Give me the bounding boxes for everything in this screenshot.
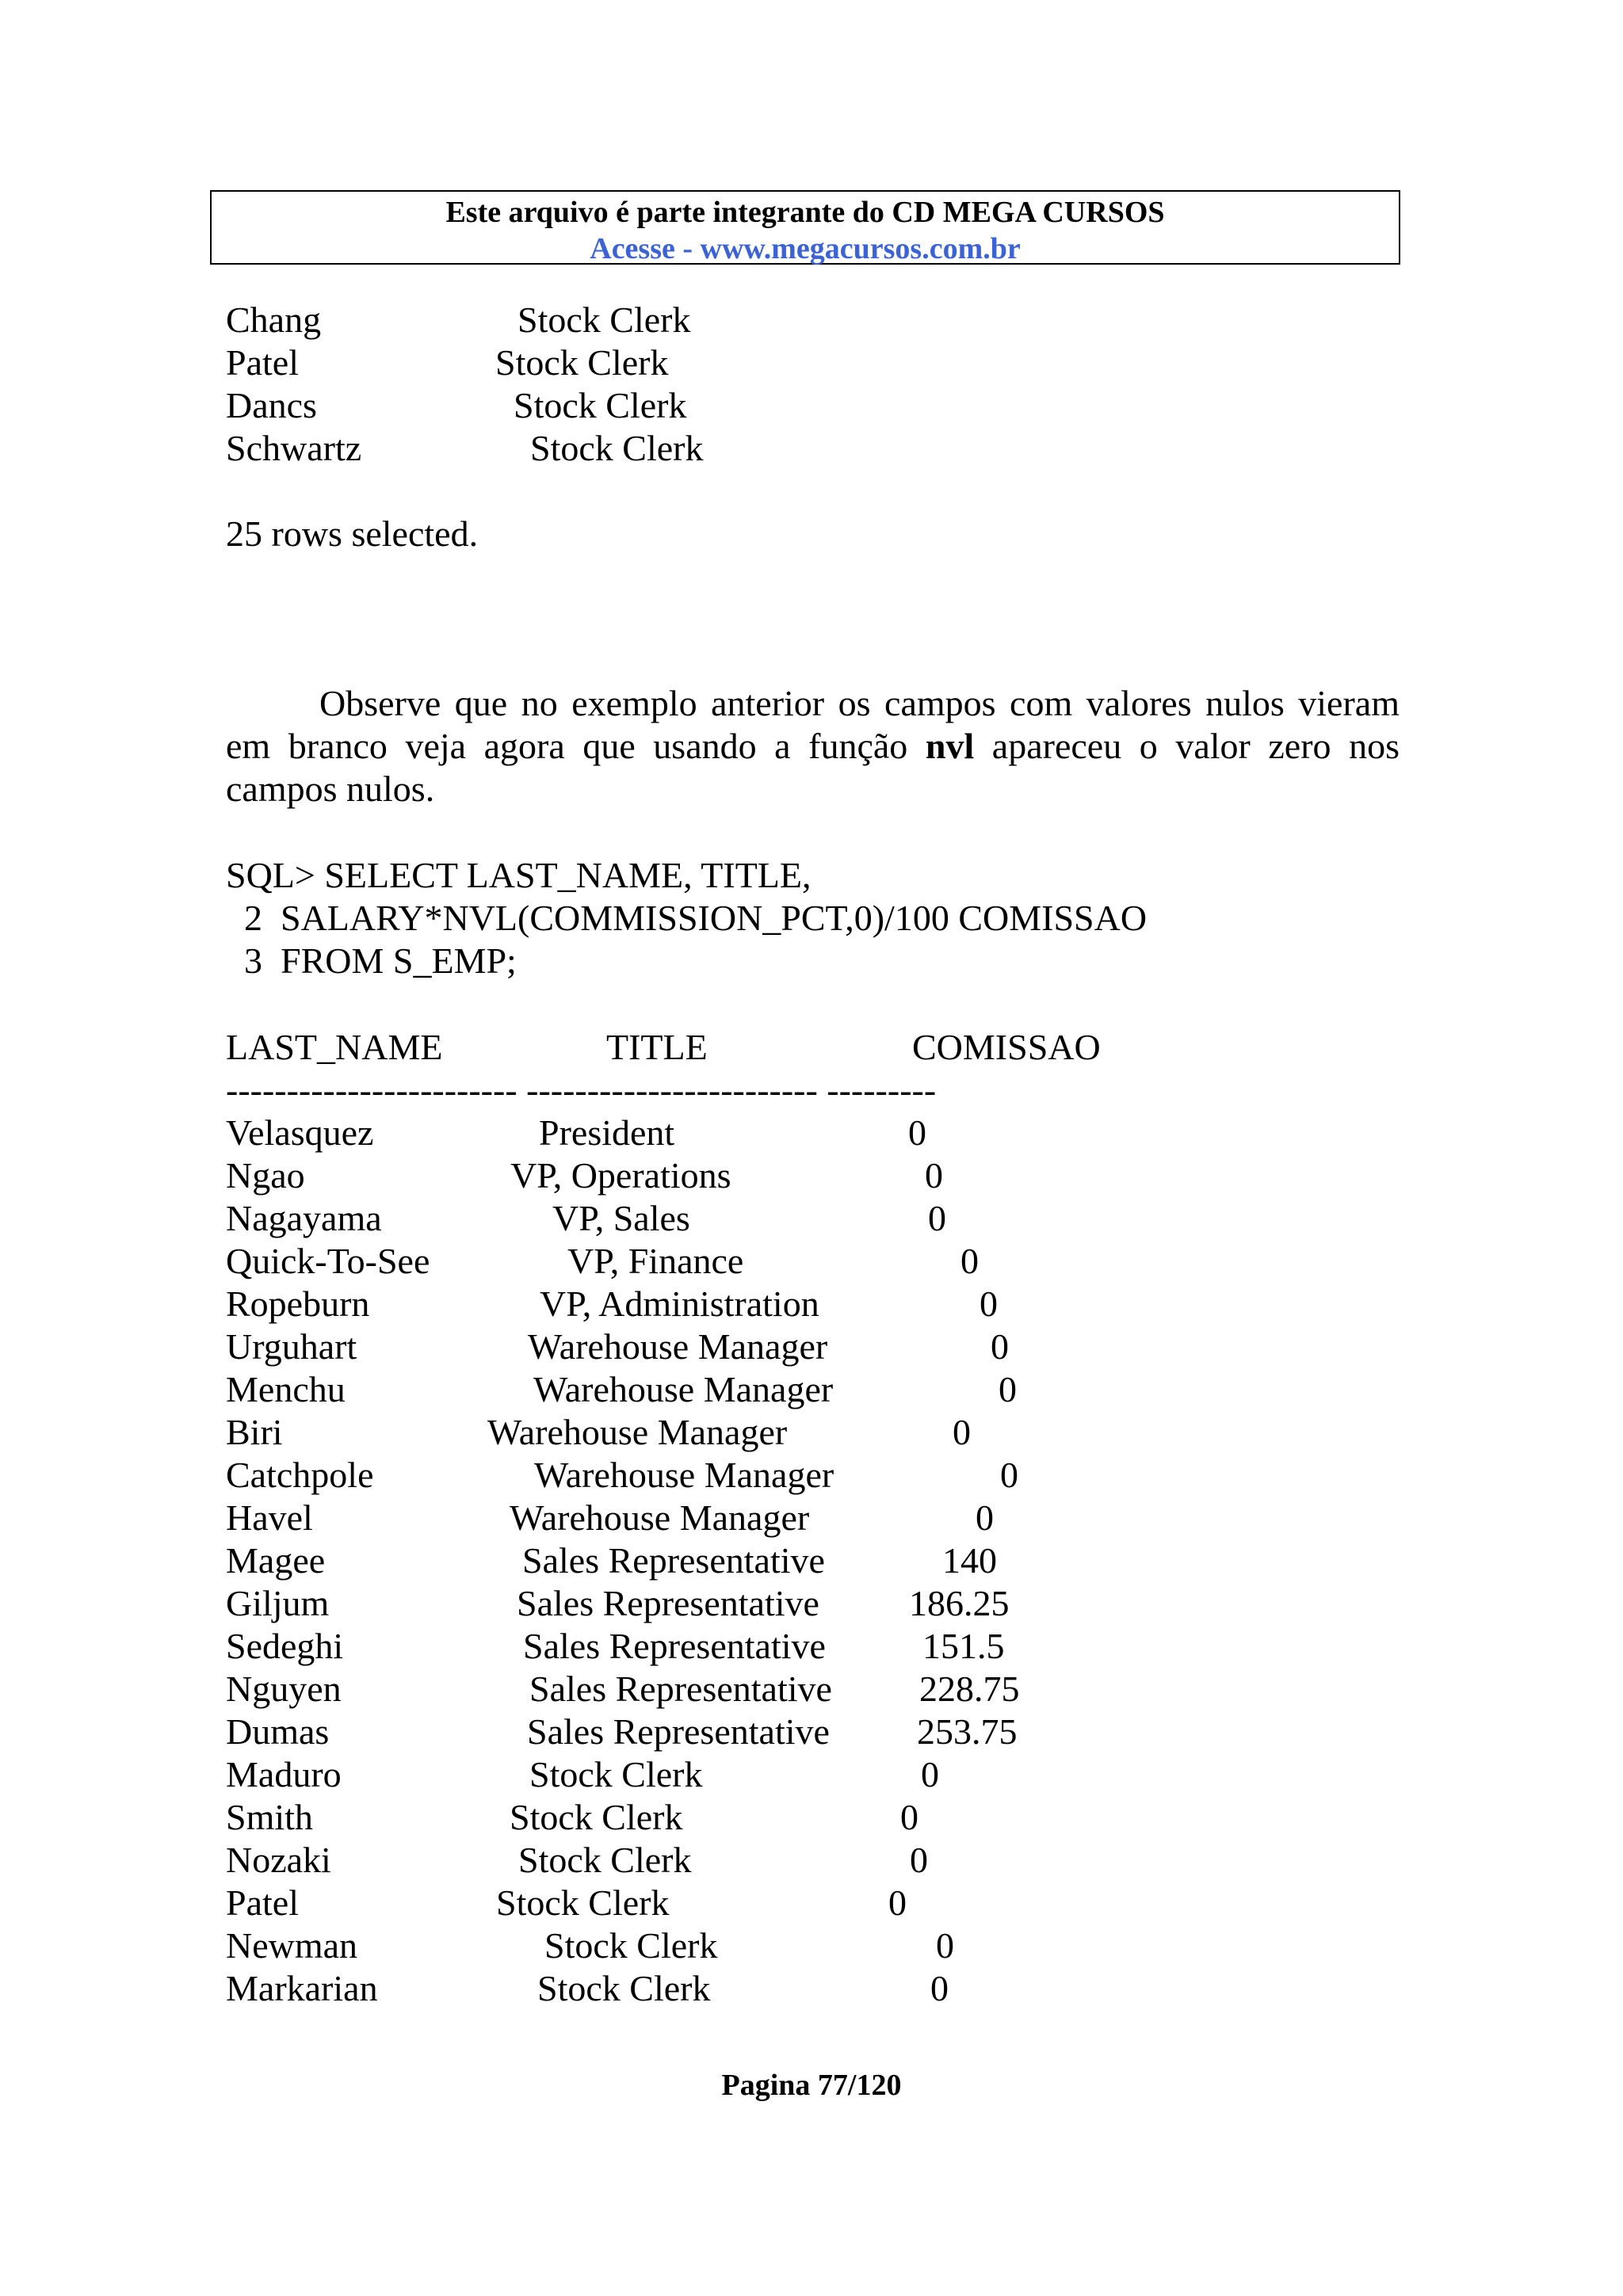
result-name: Ropeburn	[226, 1283, 370, 1324]
prev-row-name: Patel	[226, 342, 299, 383]
result-commission: 0	[980, 1283, 998, 1324]
result-commission: 0	[888, 1882, 907, 1923]
prev-row	[226, 341, 1415, 384]
result-title: Warehouse Manager	[510, 1497, 810, 1538]
result-row	[226, 1411, 1415, 1454]
result-commission: 253.75	[917, 1711, 1018, 1752]
rows-selected-text: 25 rows selected.	[226, 513, 479, 554]
header-banner	[210, 190, 1400, 265]
result-title: Warehouse Manager	[534, 1455, 834, 1495]
result-row	[226, 1368, 1415, 1411]
result-name: Nguyen	[226, 1669, 342, 1709]
result-row	[226, 1197, 1415, 1240]
paragraph-text-after: apareceu o valor zero nos campos nulos.	[226, 726, 1400, 809]
sql-line: 2 SALARY*NVL(COMMISSION_PCT,0)/100 COMISSAO	[226, 898, 1148, 938]
banner-link[interactable]: Acesse - www.megacursos.com.br	[590, 232, 1021, 265]
column-header-last-name: LAST_NAME	[226, 1027, 443, 1067]
result-title: Sales Representative	[523, 1626, 826, 1666]
result-name: Ngao	[226, 1155, 305, 1196]
result-name: Markarian	[226, 1968, 378, 2008]
result-header	[226, 1026, 1415, 1069]
prev-row-title: Stock Clerk	[530, 428, 704, 468]
result-commission: 186.25	[909, 1583, 1010, 1623]
column-header-title: TITLE	[606, 1027, 708, 1067]
result-row	[226, 1325, 1415, 1368]
result-name: Magee	[226, 1540, 326, 1581]
result-row	[226, 1924, 1415, 1967]
result-title: Stock Clerk	[529, 1754, 703, 1794]
result-commission: 0	[976, 1497, 994, 1538]
prev-row-name: Chang	[226, 299, 322, 340]
prev-row-title: Stock Clerk	[517, 299, 691, 340]
result-title: Sales Representative	[522, 1540, 825, 1581]
result-commission: 0	[930, 1968, 949, 2008]
result-title: Stock Clerk	[496, 1882, 670, 1923]
result-name: Smith	[226, 1797, 313, 1837]
result-commission: 0	[900, 1797, 918, 1837]
result-row	[226, 1967, 1415, 2010]
result-commission: 0	[908, 1112, 926, 1153]
result-title: Stock Clerk	[510, 1797, 683, 1837]
nvl-keyword: nvl	[925, 726, 975, 766]
result-row	[226, 1582, 1415, 1625]
result-row	[226, 1668, 1415, 1711]
prev-row	[226, 384, 1415, 427]
result-commission: 0	[991, 1326, 1009, 1367]
result-row	[226, 1882, 1415, 1924]
result-title: Warehouse Manager	[528, 1326, 828, 1367]
prev-row-title: Stock Clerk	[495, 342, 669, 383]
result-row	[226, 1796, 1415, 1839]
result-name: Newman	[226, 1925, 358, 1966]
result-commission: 0	[953, 1412, 971, 1452]
result-name: Patel	[226, 1882, 299, 1923]
result-title: Stock Clerk	[518, 1840, 692, 1880]
result-name: Quick-To-See	[226, 1241, 430, 1281]
result-title: Sales Representative	[517, 1583, 819, 1623]
result-commission: 140	[942, 1540, 997, 1581]
result-commission: 0	[928, 1198, 946, 1238]
result-row	[226, 1283, 1415, 1325]
result-name: Havel	[226, 1497, 313, 1538]
result-commission: 0	[999, 1369, 1017, 1409]
result-row	[226, 1112, 1415, 1154]
result-name: Giljum	[226, 1583, 330, 1623]
result-row	[226, 1154, 1415, 1197]
result-name: Urguhart	[226, 1326, 357, 1367]
explanation-paragraph	[226, 682, 1400, 810]
result-title: Warehouse Manager	[533, 1369, 834, 1409]
result-separator	[226, 1069, 1415, 1112]
result-title: VP, Finance	[567, 1241, 744, 1281]
separator-line: ------------------------ ------------------------ ---------	[226, 1070, 937, 1110]
result-title: Warehouse Manager	[487, 1412, 788, 1452]
sql-line: 3 FROM S_EMP;	[226, 940, 517, 981]
result-row	[226, 1497, 1415, 1539]
result-title: Stock Clerk	[537, 1968, 711, 2008]
result-commission: 0	[960, 1241, 979, 1281]
result-row	[226, 1454, 1415, 1497]
result-name: Catchpole	[226, 1455, 374, 1495]
result-name: Maduro	[226, 1754, 342, 1794]
result-title: Sales Representative	[529, 1669, 832, 1709]
result-commission: 0	[925, 1155, 943, 1196]
result-row	[226, 1240, 1415, 1283]
result-commission: 0	[921, 1754, 939, 1794]
result-row	[226, 1753, 1415, 1796]
result-commission: 0	[936, 1925, 954, 1966]
paragraph-text-before: Observe que no exemplo anterior os campos com valores nulos vieram em branco veja agora que usando a função	[226, 683, 1400, 766]
page-number: Pagina 77/120	[721, 2069, 902, 2102]
result-row	[226, 1839, 1415, 1882]
result-commission: 0	[1000, 1455, 1018, 1495]
result-name: Nozaki	[226, 1840, 331, 1880]
result-commission: 151.5	[922, 1626, 1005, 1666]
result-name: Sedeghi	[226, 1626, 344, 1666]
result-title: Stock Clerk	[544, 1925, 718, 1966]
result-name: Velasquez	[226, 1112, 374, 1153]
result-row	[226, 1625, 1415, 1668]
prev-row-name: Dancs	[226, 385, 317, 425]
result-title: President	[539, 1112, 675, 1153]
sql-line: SQL> SELECT LAST_NAME, TITLE,	[226, 855, 812, 895]
result-row	[226, 1711, 1415, 1753]
result-name: Nagayama	[226, 1198, 382, 1238]
sql-statement	[226, 854, 1147, 982]
prev-row-name: Schwartz	[226, 428, 362, 468]
result-title: VP, Sales	[552, 1198, 690, 1238]
result-name: Menchu	[226, 1369, 346, 1409]
result-commission: 228.75	[919, 1669, 1020, 1709]
result-title: VP, Operations	[510, 1155, 731, 1196]
column-header-comissao: COMISSAO	[912, 1027, 1101, 1067]
prev-row-title: Stock Clerk	[514, 385, 687, 425]
result-title: VP, Administration	[540, 1283, 819, 1324]
prev-row	[226, 427, 1415, 470]
result-title: Sales Representative	[527, 1711, 830, 1752]
prev-row	[226, 299, 1415, 341]
result-name: Dumas	[226, 1711, 330, 1752]
result-row	[226, 1539, 1415, 1582]
banner-title: Este arquivo é parte integrante do CD MEGA CURSOS	[445, 196, 1165, 229]
result-name: Biri	[226, 1412, 283, 1452]
result-commission: 0	[910, 1840, 928, 1880]
